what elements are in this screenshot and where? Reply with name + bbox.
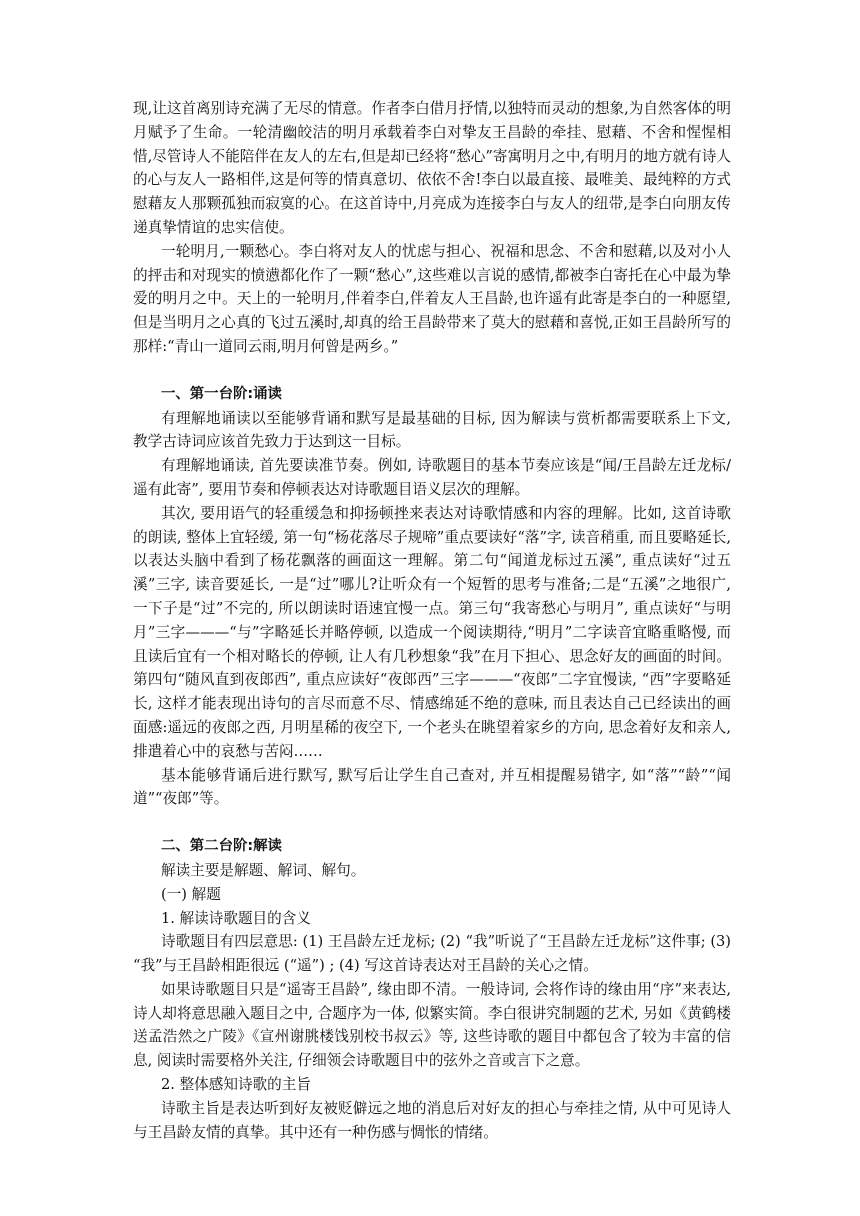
paragraph-11: 如果诗歌题目只是“遥寄王昌龄”, 缘由即不清。一般诗词, 会将作诗的缘由用“序”来表达, 诗人却将意思融入题目之中, 合题序为一体, 似繁实简。李白很讲究制题的艺术, 另如《黄鹤楼送孟浩然之广陵》《宣州谢朓楼饯别校书叔云》等, 这些诗歌的题目中都包含了较为丰富的信息, 阅读时需要格外关注, 仔细领会诗歌题目中的弦外之音或言下之意。 bbox=[133, 980, 731, 1070]
paragraph-5: 其次, 要用语气的轻重缓急和抑扬顿挫来表达对诗歌情感和内容的理解。比如, 这首诗歌的朗读, 整体上宜轻缓, 第一句“杨花落尽子规啼”重点要读好“落”字, 读音稍重, 而且要略延长, 以表达头脑中看到了杨花飘落的画面这一理解。第二句“闻道龙标过五溪”, 重点读好“过五溪”三字, 读音要延长, 一是“过”哪儿?让听众有一个短暂的思考与准备;二是“五溪”之地很广, 一下子是“过”不完的, 所以朗读时语速宜慢一点。第三句“我寄愁心与明月”, 重点读好“与明月”三字———“与”字略延长并略停顿, 以造成一个阅读期待,“明月”二字读音宜略重略慢, 而且读后宜有一个相对略长的停顿, 让人有几秒想象“我”在月下担心、思念好友的画面的时间。第四句“随风直到夜郎西”, 重点应读好“夜郎西”三字———“夜郎”二字宜慢读, “西”字要略延长, 这样才能表现出诗句的言尽而意不尽、情感绵延不绝的意味, 而且表达自己已经读出的画面感:遥远的夜郎之西, 月明星稀的夜空下, 一个老头在眺望着家乡的方向, 思念着好友和亲人, 排遣着心中的哀愁与苦闷…… bbox=[133, 504, 731, 760]
subheading-1-1: 1. 解读诗歌题目的含义 bbox=[161, 909, 311, 927]
spacer bbox=[133, 359, 731, 383]
paragraph-3: 有理解地诵读以至能够背诵和默写是最基础的目标, 因为解读与赏析都需要联系上下文, 教学古诗词应该首先致力于达到这一目标。 bbox=[133, 409, 731, 451]
spacer bbox=[133, 811, 731, 835]
subheading-1: (一) 解题 bbox=[161, 885, 221, 903]
paragraph-7: 解读主要是解题、解词、解句。 bbox=[161, 861, 366, 879]
paragraph-13: 诗歌主旨是表达听到好友被贬僻远之地的消息后对好友的担心与牵挂之情, 从中可见诗人与王昌龄友情的真挚。其中还有一种伤感与惆怅的情绪。 bbox=[133, 1099, 731, 1141]
paragraph-10: 诗歌题目有四层意思: (1) 王昌龄左迁龙标; (2) “我”听说了“王昌龄左迁龙标”这件事; (3) “我”与王昌龄相距很远 (“遥”) ; (4) 写这首诗表达对王昌龄的关心之情。 bbox=[133, 933, 731, 975]
section-heading-1: 一、第一台阶:诵读 bbox=[161, 385, 282, 402]
paragraph-2: 一轮明月,一颗愁心。李白将对友人的忧虑与担心、祝福和思念、不舍和慰藉,以及对小人的抨击和对现实的愤懑都化作了一颗“愁心”,这些难以言说的感情,都被李白寄托在心中最为挚爱的明月之中。天上的一轮明月,伴着李白,伴着友人王昌龄,也许遥有此寄是李白的一种愿望,但是当明月之心真的飞过五溪时,却真的给王昌龄带来了莫大的慰藉和喜悦,正如王昌龄所写的那样:“青山一道同云雨,明月何曾是两乡。” bbox=[133, 242, 731, 355]
paragraph-6: 基本能够背诵后进行默写, 默写后让学生自己查对, 并互相提醒易错字, 如“落”“龄”“闻道”“夜郎”等。 bbox=[133, 766, 731, 808]
paragraph-1: 现,让这首离别诗充满了无尽的情意。作者李白借月抒情,以独特而灵动的想象,为自然客体的明月赋予了生命。一轮清幽皎洁的明月承载着李白对挚友王昌龄的牵挂、慰藉、不舍和惺惺相惜,尽管诗人不能陪伴在友人的左右,但是却已经将“愁心”寄寓明月之中,有明月的地方就有诗人的心与友人一路相伴,这是何等的情真意切、依依不舍!李白以最直接、最唯美、最纯粹的方式慰藉友人那颗孤独而寂寞的心。在这首诗中,月亮成为连接李白与友人的纽带,是李白向朋友传递真挚情谊的忠实信使。 bbox=[133, 100, 731, 236]
subheading-1-2: 2. 整体感知诗歌的主旨 bbox=[161, 1076, 311, 1094]
document-page bbox=[133, 97, 731, 1144]
section-heading-2: 二、第二台阶:解读 bbox=[161, 838, 282, 855]
paragraph-4: 有理解地诵读, 首先要读准节奏。例如, 诗歌题目的基本节奏应该是“闻/王昌龄左迁龙标/遥有此寄”, 要用节奏和停顿表达对诗歌题目语义层次的理解。 bbox=[133, 457, 731, 498]
